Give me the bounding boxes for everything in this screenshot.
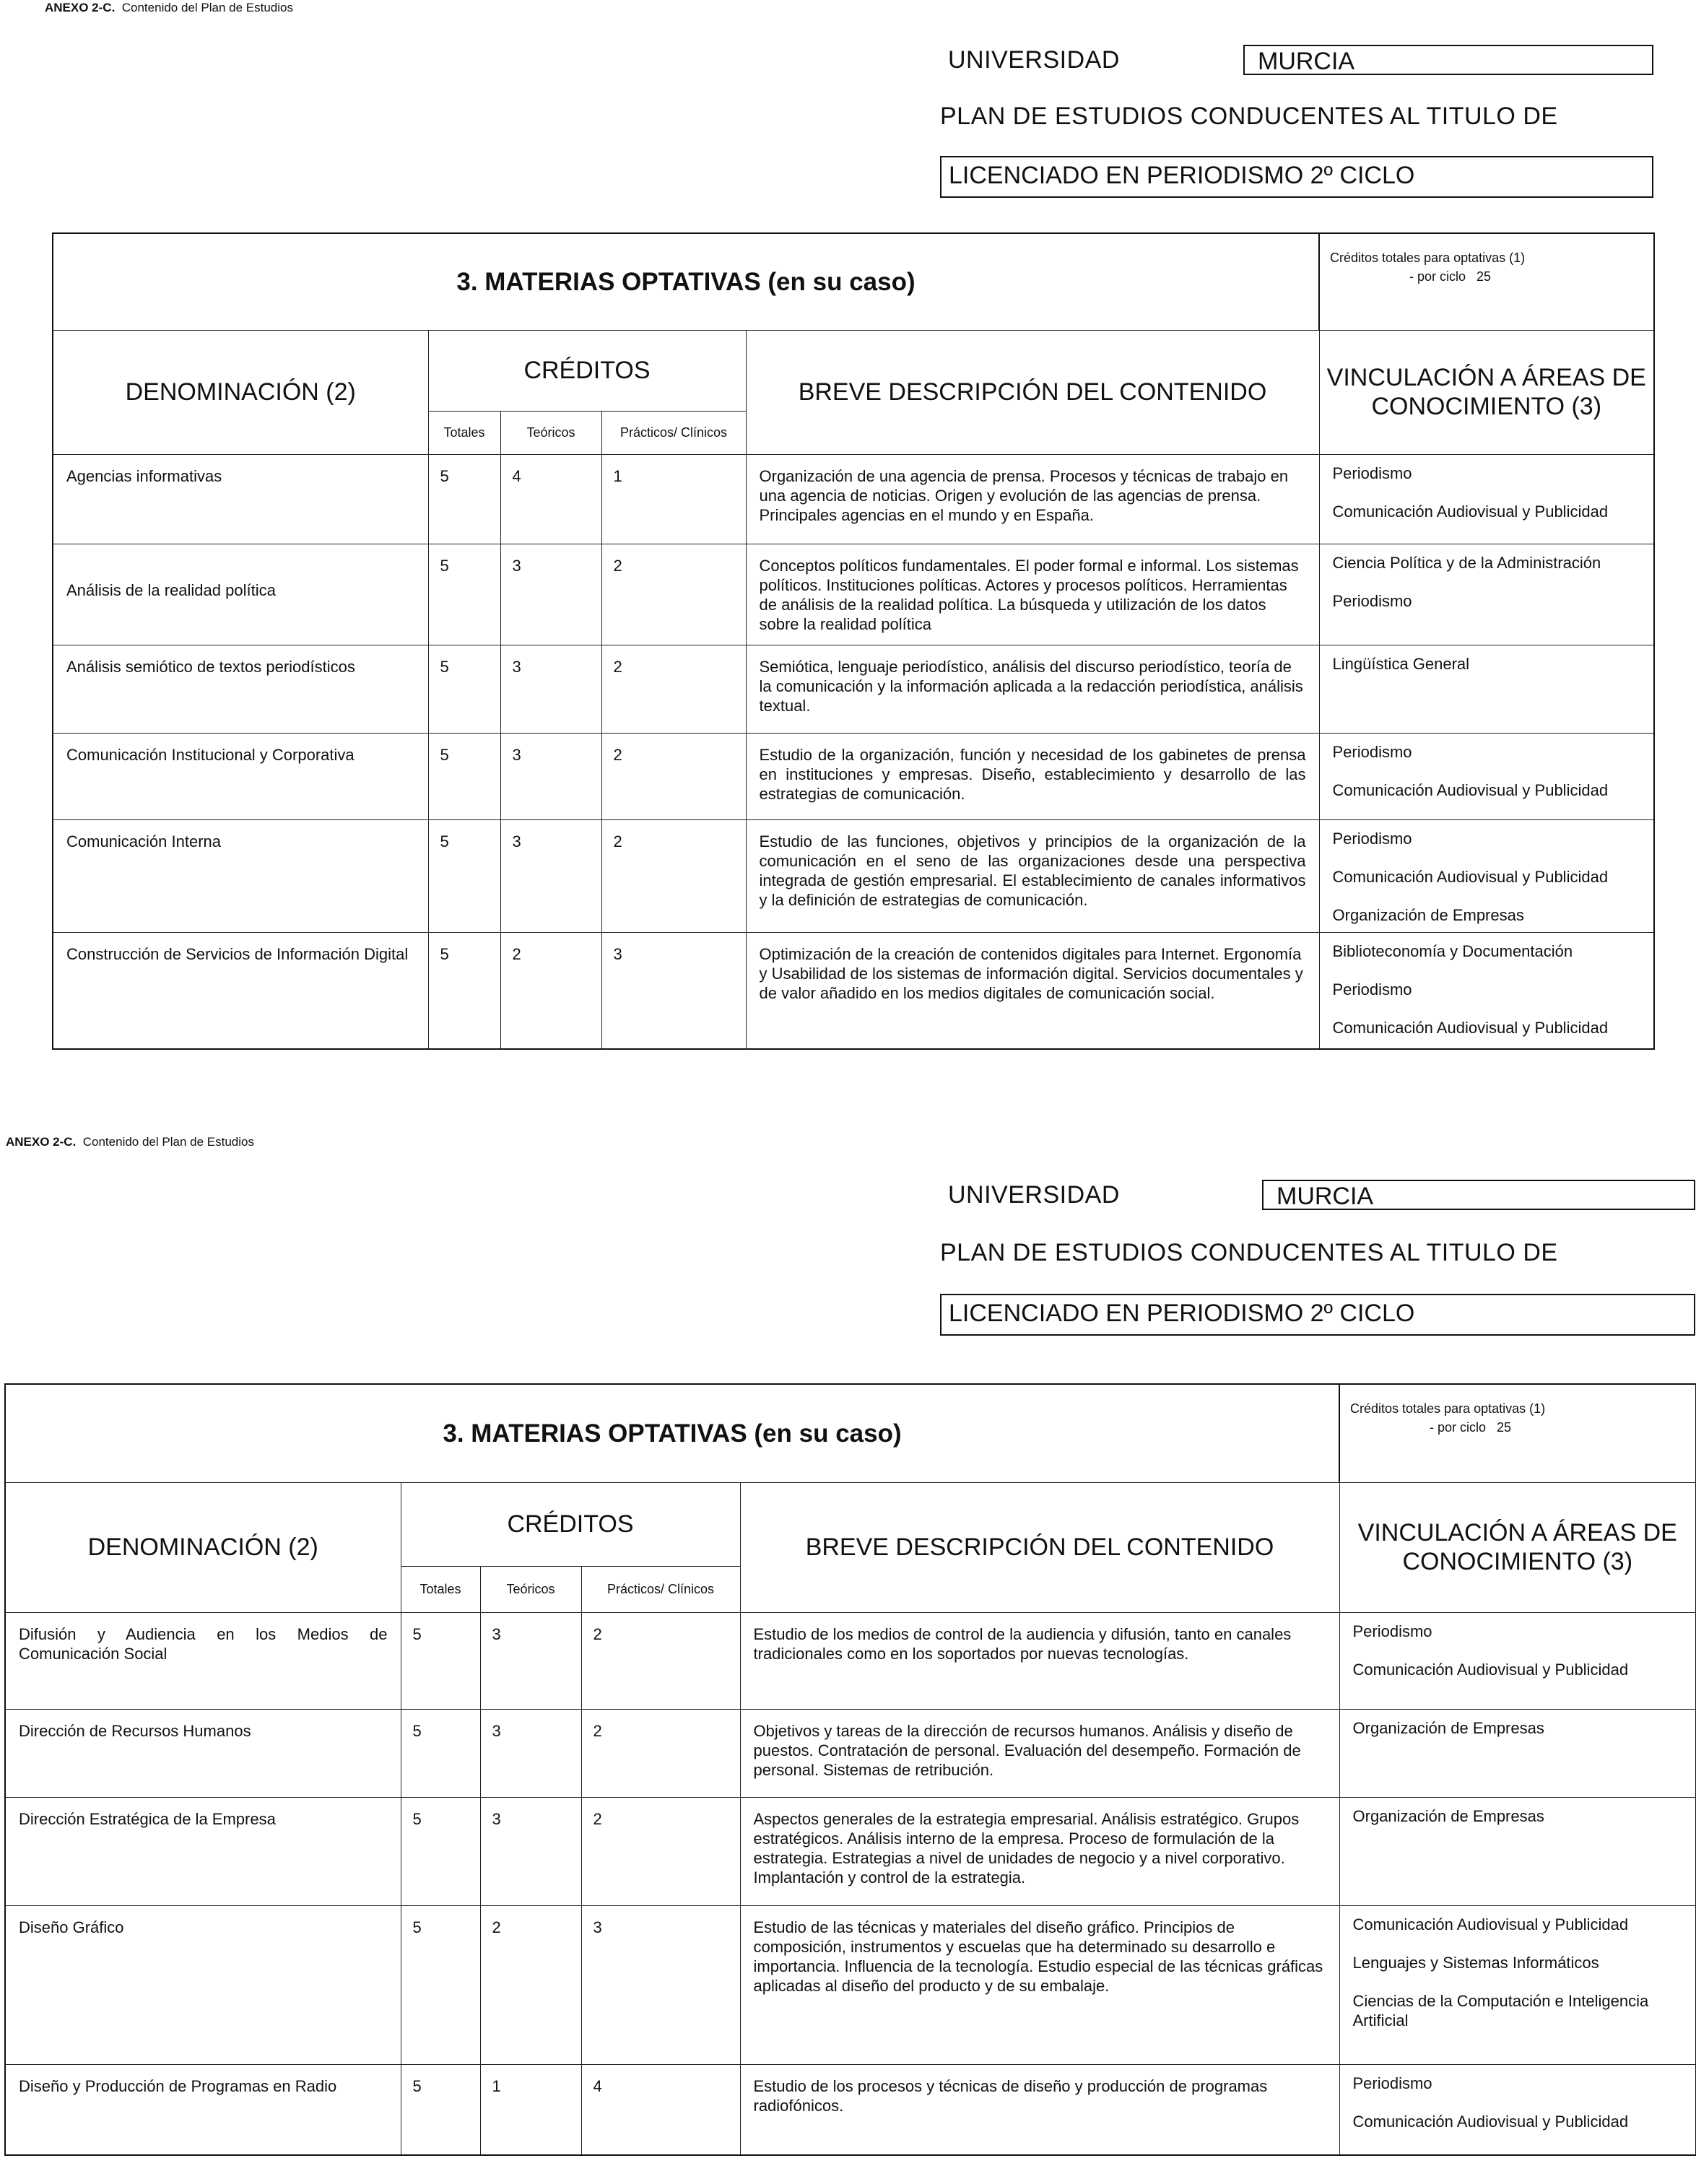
- col-practicos: Prácticos/ Clínicos: [601, 411, 746, 454]
- row-name: Agencias informativas: [53, 454, 428, 544]
- row-areas: [1319, 932, 1654, 1049]
- titulo-value: LICENCIADO EN PERIODISMO 2º CICLO: [949, 1300, 1415, 1327]
- creditos-totales-label: Créditos totales para optativas (1): [1330, 251, 1526, 265]
- row-practicos: 2: [581, 1797, 740, 1905]
- table-row: [5, 1797, 1696, 1905]
- area-item: Comunicación Audiovisual y Publicidad: [1352, 2112, 1629, 2131]
- row-description: Organización de una agencia de prensa. Procesos y técnicas de trabajo en una agencia de noticias. Origen y evolución de las agencias de prensa. Principales agencias en el mundo y en España.: [746, 454, 1319, 544]
- row-teoricos: 3: [500, 819, 601, 932]
- universidad-value: MURCIA: [1258, 48, 1355, 75]
- row-teoricos: 3: [480, 1612, 581, 1709]
- row-description: Semiótica, lenguaje periodístico, análisis del discurso periodístico, teoría de la comunicación y la información aplicada a la redacción periodística, análisis textual.: [746, 645, 1319, 733]
- annex-heading: ANEXO 2-C. Contenido del Plan de Estudios: [45, 1, 293, 14]
- area-item: Lingüística General: [1332, 654, 1470, 673]
- row-areas: [1339, 1905, 1696, 2064]
- materias-table: [52, 232, 1655, 1050]
- row-practicos: 2: [601, 645, 746, 733]
- row-areas: [1339, 1709, 1696, 1797]
- universidad-value: MURCIA: [1277, 1183, 1374, 1210]
- row-areas: [1339, 2064, 1696, 2155]
- col-totales: Totales: [401, 1566, 480, 1612]
- row-totales: 5: [428, 733, 500, 819]
- row-description: Estudio de los procesos y técnicas de diseño y producción de programas radiofónicos.: [740, 2064, 1339, 2155]
- col-vinculacion: VINCULACIÓN A ÁREAS DE CONOCIMIENTO (3): [1319, 330, 1654, 454]
- row-practicos: 1: [601, 454, 746, 544]
- area-item: Comunicación Audiovisual y Publicidad: [1352, 1915, 1629, 1933]
- col-practicos: Prácticos/ Clínicos: [581, 1566, 740, 1612]
- titulo-value-box: [940, 156, 1653, 198]
- row-teoricos: 2: [500, 932, 601, 1049]
- row-name: Difusión y Audiencia en los Medios de Comunicación Social: [5, 1612, 401, 1709]
- row-totales: 5: [428, 819, 500, 932]
- row-practicos: 3: [601, 932, 746, 1049]
- area-item: Periodismo: [1352, 1622, 1432, 1640]
- annex-heading: ANEXO 2-C. Contenido del Plan de Estudios: [6, 1135, 254, 1149]
- plan-label: PLAN DE ESTUDIOS CONDUCENTES AL TITULO DE: [940, 103, 1558, 130]
- table-row: [5, 1612, 1696, 1709]
- row-totales: 5: [401, 1709, 480, 1797]
- area-item: Organización de Empresas: [1332, 905, 1524, 924]
- row-teoricos: 3: [500, 544, 601, 645]
- row-totales: 5: [428, 932, 500, 1049]
- row-description: Conceptos políticos fundamentales. El poder formal e informal. Los sistemas políticos. Instituciones políticas. Actores y procesos políticos. Herramientas de análisis de la realidad política. La búsqueda y utilización de los datos sobre la realidad política: [746, 544, 1319, 645]
- row-teoricos: 3: [480, 1709, 581, 1797]
- col-denominacion: DENOMINACIÓN (2): [5, 1482, 401, 1612]
- col-descripcion: BREVE DESCRIPCIÓN DEL CONTENIDO: [740, 1482, 1339, 1612]
- row-description: Aspectos generales de la estrategia empresarial. Análisis estratégico. Grupos estratégicos. Análisis interno de la empresa. Proceso de formulación de la estrategia. Estrategias a nivel de unidades de negocio y a nivel corporativo. Implantación y control de la estrategia.: [740, 1797, 1339, 1905]
- area-item: Comunicación Audiovisual y Publicidad: [1332, 1018, 1609, 1037]
- area-item: Periodismo: [1332, 591, 1412, 610]
- row-description: Estudio de las funciones, objetivos y principios de la organización de la comunicación en el seno de las organizaciones desde una perspectiva integrada de gestión empresarial. El establecimiento de canales informativos y la definición de estrategias de comunicación.: [746, 819, 1319, 932]
- area-item: Periodismo: [1332, 742, 1412, 761]
- row-areas: [1319, 645, 1654, 733]
- row-name: Análisis de la realidad política: [53, 544, 428, 645]
- row-description: Estudio de las técnicas y materiales del diseño gráfico. Principios de composición, instrumentos y escuelas que ha determinado su desarrollo e importancia. Influencia de la tecnología. Estudio especial de las técnicas gráficas aplicadas al diseño del producto y de su embalaje.: [740, 1905, 1339, 2064]
- table-row: [53, 733, 1654, 819]
- row-name: Diseño y Producción de Programas en Radio: [5, 2064, 401, 2155]
- table-title: 3. MATERIAS OPTATIVAS (en su caso): [5, 1384, 1339, 1482]
- row-totales: 5: [401, 1612, 480, 1709]
- row-totales: 5: [401, 1797, 480, 1905]
- universidad-label: UNIVERSIDAD: [948, 46, 1120, 74]
- row-practicos: 2: [601, 819, 746, 932]
- area-item: Ciencias de la Computación e Inteligencia Artificial: [1352, 1991, 1649, 2029]
- area-item: Periodismo: [1352, 2074, 1432, 2092]
- area-item: Comunicación Audiovisual y Publicidad: [1332, 502, 1609, 521]
- area-item: Periodismo: [1332, 980, 1412, 999]
- universidad-value-box: [1262, 1180, 1695, 1210]
- row-name: Dirección de Recursos Humanos: [5, 1709, 401, 1797]
- table-row: [53, 819, 1654, 932]
- creditos-totales: [1319, 233, 1654, 330]
- row-areas: [1319, 454, 1654, 544]
- row-description: Objetivos y tareas de la dirección de recursos humanos. Análisis y diseño de puestos. Contratación de personal. Evaluación del desempeño. Formación de personal. Sistemas de retribución.: [740, 1709, 1339, 1797]
- por-ciclo-value: 25: [1477, 269, 1492, 284]
- row-areas: [1319, 819, 1654, 932]
- col-creditos: CRÉDITOS: [428, 330, 746, 411]
- row-teoricos: 4: [500, 454, 601, 544]
- table-row: [53, 454, 1654, 544]
- row-teoricos: 3: [500, 733, 601, 819]
- row-name: Diseño Gráfico: [5, 1905, 401, 2064]
- row-practicos: 2: [601, 733, 746, 819]
- area-item: Ciencia Política y de la Administración: [1332, 553, 1601, 572]
- col-teoricos: Teóricos: [500, 411, 601, 454]
- area-item: Comunicación Audiovisual y Publicidad: [1332, 780, 1609, 799]
- col-creditos: CRÉDITOS: [401, 1482, 740, 1566]
- area-item: Lenguajes y Sistemas Informáticos: [1352, 1953, 1599, 1972]
- plan-label: PLAN DE ESTUDIOS CONDUCENTES AL TITULO DE: [940, 1239, 1558, 1266]
- area-item: Periodismo: [1332, 464, 1412, 482]
- materias-table: [4, 1383, 1696, 2156]
- col-vinculacion: VINCULACIÓN A ÁREAS DE CONOCIMIENTO (3): [1339, 1482, 1696, 1612]
- por-ciclo: - por ciclo 25: [1409, 269, 1492, 284]
- row-totales: 5: [401, 1905, 480, 2064]
- page-section-1: [0, 0, 1696, 1083]
- titulo-value: LICENCIADO EN PERIODISMO 2º CICLO: [949, 162, 1415, 189]
- area-item: Comunicación Audiovisual y Publicidad: [1352, 1660, 1629, 1679]
- col-denominacion: DENOMINACIÓN (2): [53, 330, 428, 454]
- area-item: Biblioteconomía y Documentación: [1332, 941, 1573, 960]
- row-name: Comunicación Institucional y Corporativa: [53, 733, 428, 819]
- row-name: Dirección Estratégica de la Empresa: [5, 1797, 401, 1905]
- row-name: Análisis semiótico de textos periodísticos: [53, 645, 428, 733]
- table-row: [5, 2064, 1696, 2155]
- creditos-totales-label: Créditos totales para optativas (1): [1350, 1401, 1546, 1416]
- col-totales: Totales: [428, 411, 500, 454]
- area-item: Comunicación Audiovisual y Publicidad: [1332, 867, 1609, 886]
- table-title: 3. MATERIAS OPTATIVAS (en su caso): [53, 233, 1319, 330]
- row-teoricos: 3: [500, 645, 601, 733]
- row-areas: [1339, 1612, 1696, 1709]
- row-practicos: 4: [581, 2064, 740, 2155]
- row-practicos: 2: [601, 544, 746, 645]
- row-teoricos: 1: [480, 2064, 581, 2155]
- col-descripcion: BREVE DESCRIPCIÓN DEL CONTENIDO: [746, 330, 1319, 454]
- por-ciclo-value: 25: [1497, 1420, 1512, 1435]
- universidad-label: UNIVERSIDAD: [948, 1181, 1120, 1209]
- row-totales: 5: [428, 645, 500, 733]
- area-item: Organización de Empresas: [1352, 1806, 1544, 1825]
- row-name: Construcción de Servicios de Información Digital: [53, 932, 428, 1049]
- row-teoricos: 2: [480, 1905, 581, 2064]
- por-ciclo: - por ciclo 25: [1430, 1420, 1512, 1435]
- row-teoricos: 3: [480, 1797, 581, 1905]
- table-row: [53, 932, 1654, 1049]
- area-item: Organización de Empresas: [1352, 1718, 1544, 1737]
- table-row: [53, 645, 1654, 733]
- col-teoricos: Teóricos: [480, 1566, 581, 1612]
- row-practicos: 3: [581, 1905, 740, 2064]
- row-name: Comunicación Interna: [53, 819, 428, 932]
- row-areas: [1319, 544, 1654, 645]
- row-totales: 5: [428, 454, 500, 544]
- row-areas: [1319, 733, 1654, 819]
- universidad-value-box: [1243, 45, 1653, 75]
- page-section-2: [0, 1126, 1696, 2184]
- table-row: [53, 544, 1654, 645]
- table-row: [5, 1905, 1696, 2064]
- row-areas: [1339, 1797, 1696, 1905]
- creditos-totales: [1339, 1384, 1696, 1482]
- row-description: Estudio de la organización, función y necesidad de los gabinetes de prensa en instituciones y empresas. Diseño, establecimiento y desarrollo de las estrategias de comunicación.: [746, 733, 1319, 819]
- row-totales: 5: [428, 544, 500, 645]
- row-description: Optimización de la creación de contenidos digitales para Internet. Ergonomía y Usabilidad de los sistemas de información digital. Servicios documentales y de valor añadido en los medios digitales de comunicación social.: [746, 932, 1319, 1049]
- row-description: Estudio de los medios de control de la audiencia y difusión, tanto en canales tradicionales como en los soportados por nuevas tecnologías.: [740, 1612, 1339, 1709]
- table-row: [5, 1709, 1696, 1797]
- titulo-value-box: [940, 1294, 1695, 1336]
- row-practicos: 2: [581, 1612, 740, 1709]
- row-practicos: 2: [581, 1709, 740, 1797]
- area-item: Periodismo: [1332, 829, 1412, 848]
- row-totales: 5: [401, 2064, 480, 2155]
